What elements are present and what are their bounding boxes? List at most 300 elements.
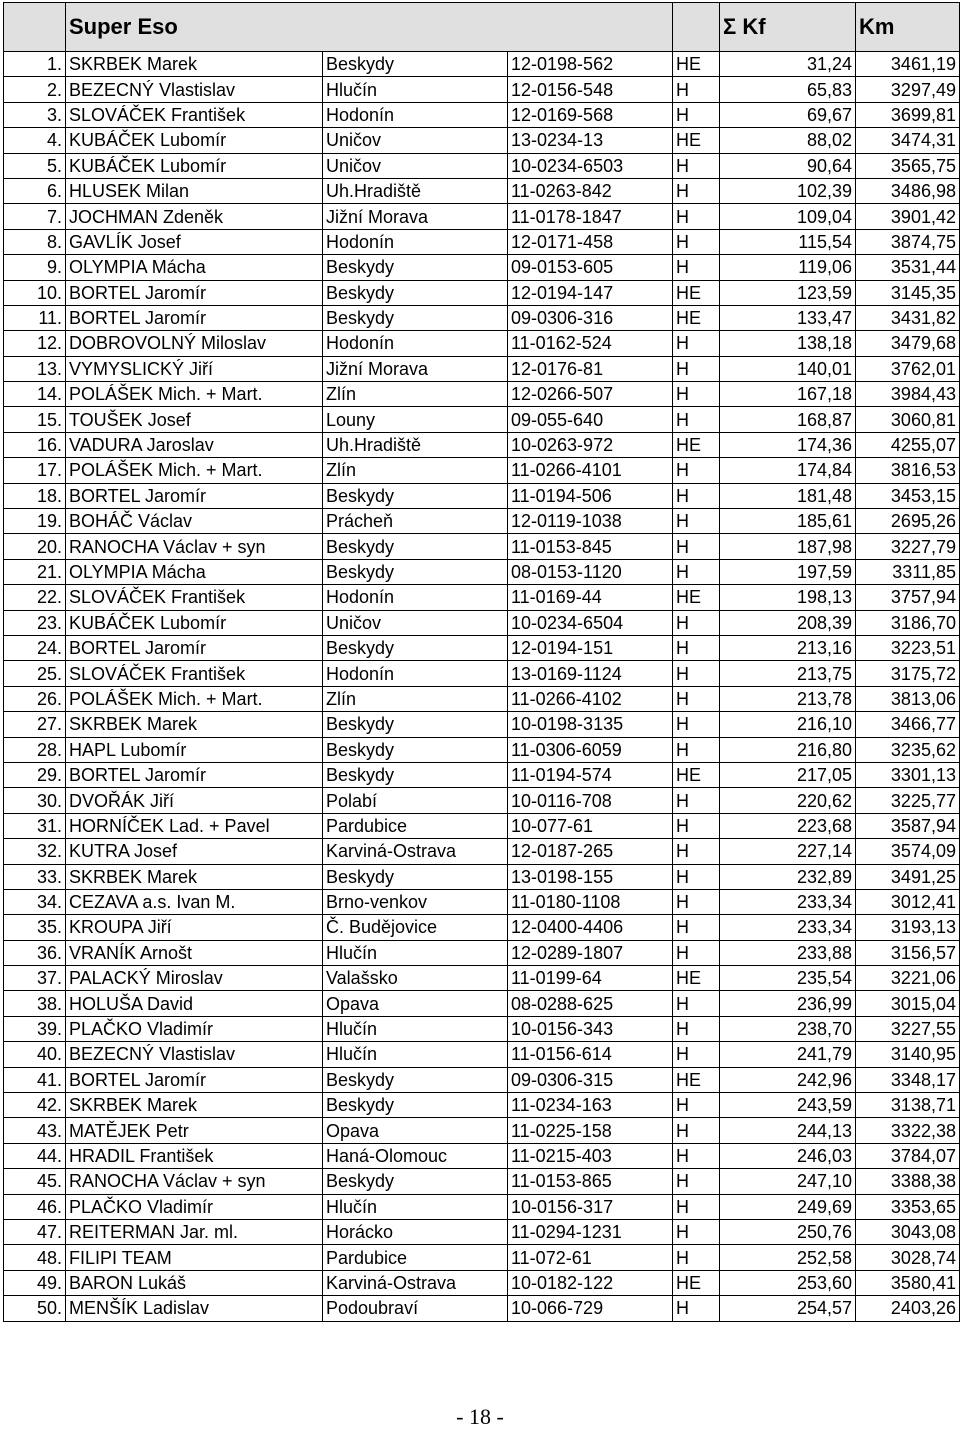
table-row [4, 864, 960, 889]
region-cell: Haná-Olomouc [323, 1143, 508, 1168]
kf-cell: 223,68 [720, 813, 856, 838]
table-row [4, 102, 960, 127]
table-row [4, 1296, 960, 1321]
km-cell: 3431,82 [856, 305, 960, 330]
name-cell: PALACKÝ Miroslav [66, 966, 323, 991]
table-row [4, 407, 960, 432]
category-cell: H [673, 661, 720, 686]
kf-cell: 88,02 [720, 128, 856, 153]
category-cell: H [673, 635, 720, 660]
km-cell: 3227,79 [856, 534, 960, 559]
name-cell: VADURA Jaroslav [66, 432, 323, 457]
table-row [4, 255, 960, 280]
ring-number-cell: 09-0306-315 [508, 1067, 673, 1092]
rank-cell: 30. [4, 788, 66, 813]
name-cell: BEZECNÝ Vlastislav [66, 77, 323, 102]
kf-cell: 174,84 [720, 458, 856, 483]
ring-number-cell: 11-0169-44 [508, 585, 673, 610]
category-cell: H [673, 1016, 720, 1041]
region-cell: Valašsko [323, 966, 508, 991]
km-cell: 3223,51 [856, 635, 960, 660]
category-cell: H [673, 1194, 720, 1219]
region-cell: Hodonín [323, 229, 508, 254]
category-cell: H [673, 483, 720, 508]
rank-cell: 20. [4, 534, 66, 559]
ring-number-cell: 11-0266-4101 [508, 458, 673, 483]
category-cell: H [673, 509, 720, 534]
region-cell: Pardubice [323, 813, 508, 838]
category-cell: H [673, 102, 720, 127]
rank-cell: 18. [4, 483, 66, 508]
kf-cell: 242,96 [720, 1067, 856, 1092]
ring-number-cell: 11-0162-524 [508, 331, 673, 356]
km-cell: 3138,71 [856, 1093, 960, 1118]
ring-number-cell: 09-0153-605 [508, 255, 673, 280]
region-cell: Beskydy [323, 52, 508, 77]
kf-cell: 241,79 [720, 1042, 856, 1067]
rank-cell: 29. [4, 762, 66, 787]
kf-cell: 250,76 [720, 1219, 856, 1244]
name-cell: OLYMPIA Mácha [66, 255, 323, 280]
table-row [4, 889, 960, 914]
name-cell: RANOCHA Václav + syn [66, 1169, 323, 1194]
km-cell: 3461,19 [856, 52, 960, 77]
table-row [4, 534, 960, 559]
table-row [4, 813, 960, 838]
name-cell: JOCHMAN Zdeněk [66, 204, 323, 229]
name-cell: MATĚJEK Petr [66, 1118, 323, 1143]
category-cell: H [673, 813, 720, 838]
category-cell: H [673, 458, 720, 483]
km-cell: 3140,95 [856, 1042, 960, 1067]
name-cell: POLÁŠEK Mich. + Mart. [66, 458, 323, 483]
km-cell: 3699,81 [856, 102, 960, 127]
category-cell: HE [673, 585, 720, 610]
rank-cell: 22. [4, 585, 66, 610]
table-row [4, 128, 960, 153]
km-cell: 3453,15 [856, 483, 960, 508]
km-cell: 3311,85 [856, 559, 960, 584]
rank-cell: 26. [4, 686, 66, 711]
table-row [4, 1093, 960, 1118]
name-cell: BORTEL Jaromír [66, 305, 323, 330]
region-cell: Beskydy [323, 280, 508, 305]
kf-cell: 235,54 [720, 966, 856, 991]
km-cell: 3156,57 [856, 940, 960, 965]
category-cell: H [673, 1118, 720, 1143]
table-row [4, 229, 960, 254]
ring-number-cell: 10-0234-6504 [508, 610, 673, 635]
rank-cell: 33. [4, 864, 66, 889]
rank-cell: 47. [4, 1219, 66, 1244]
table-row [4, 661, 960, 686]
table-row [4, 305, 960, 330]
km-cell: 3186,70 [856, 610, 960, 635]
rank-cell: 12. [4, 331, 66, 356]
category-cell: H [673, 915, 720, 940]
ring-number-cell: 12-0194-151 [508, 635, 673, 660]
region-cell: Hodonín [323, 661, 508, 686]
ring-number-cell: 10-077-61 [508, 813, 673, 838]
table-row [4, 1042, 960, 1067]
category-cell: H [673, 1093, 720, 1118]
rank-cell: 43. [4, 1118, 66, 1143]
name-cell: VRANÍK Arnošt [66, 940, 323, 965]
km-cell: 3474,31 [856, 128, 960, 153]
kf-cell: 123,59 [720, 280, 856, 305]
ring-number-cell: 08-0153-1120 [508, 559, 673, 584]
name-cell: KUBÁČEK Lubomír [66, 153, 323, 178]
category-cell: H [673, 1245, 720, 1270]
name-cell: HOLUŠA David [66, 991, 323, 1016]
region-cell: Uničov [323, 153, 508, 178]
km-cell: 3565,75 [856, 153, 960, 178]
kf-cell: 174,36 [720, 432, 856, 457]
table-row [4, 1245, 960, 1270]
rank-cell: 48. [4, 1245, 66, 1270]
kf-cell: 187,98 [720, 534, 856, 559]
rank-cell: 4. [4, 128, 66, 153]
category-cell: H [673, 940, 720, 965]
name-cell: OLYMPIA Mácha [66, 559, 323, 584]
km-cell: 3322,38 [856, 1118, 960, 1143]
category-cell: HE [673, 966, 720, 991]
region-cell: Prácheň [323, 509, 508, 534]
rank-cell: 50. [4, 1296, 66, 1321]
region-cell: Beskydy [323, 737, 508, 762]
ring-number-cell: 12-0119-1038 [508, 509, 673, 534]
region-cell: Beskydy [323, 1169, 508, 1194]
rank-cell: 13. [4, 356, 66, 381]
category-cell: H [673, 407, 720, 432]
name-cell: POLÁŠEK Mich. + Mart. [66, 382, 323, 407]
kf-cell: 249,69 [720, 1194, 856, 1219]
name-cell: KROUPA Jiří [66, 915, 323, 940]
table-row [4, 991, 960, 1016]
rank-cell: 42. [4, 1093, 66, 1118]
rank-cell: 1. [4, 52, 66, 77]
rank-cell: 25. [4, 661, 66, 686]
region-cell: Uh.Hradiště [323, 432, 508, 457]
category-cell: H [673, 610, 720, 635]
category-cell: H [673, 1042, 720, 1067]
name-cell: KUBÁČEK Lubomír [66, 610, 323, 635]
rank-cell: 23. [4, 610, 66, 635]
name-cell: TOUŠEK Josef [66, 407, 323, 432]
region-cell: Beskydy [323, 864, 508, 889]
kf-cell: 167,18 [720, 382, 856, 407]
km-cell: 3784,07 [856, 1143, 960, 1168]
kf-cell: 208,39 [720, 610, 856, 635]
region-cell: Hlučín [323, 1042, 508, 1067]
category-cell: H [673, 382, 720, 407]
rank-cell: 11. [4, 305, 66, 330]
region-cell: Karviná-Ostrava [323, 1270, 508, 1295]
km-cell: 3486,98 [856, 178, 960, 203]
category-cell: HE [673, 1067, 720, 1092]
category-cell: H [673, 255, 720, 280]
table-header-row [4, 3, 960, 52]
km-cell: 3901,42 [856, 204, 960, 229]
ring-number-cell: 10-0156-317 [508, 1194, 673, 1219]
kf-cell: 246,03 [720, 1143, 856, 1168]
category-cell: H [673, 788, 720, 813]
table-row [4, 737, 960, 762]
region-cell: Beskydy [323, 635, 508, 660]
table-row [4, 204, 960, 229]
ring-number-cell: 12-0198-562 [508, 52, 673, 77]
km-cell: 3587,94 [856, 813, 960, 838]
region-cell: Hodonín [323, 102, 508, 127]
km-cell: 3580,41 [856, 1270, 960, 1295]
rank-cell: 2. [4, 77, 66, 102]
region-cell: Uh.Hradiště [323, 178, 508, 203]
rank-cell: 46. [4, 1194, 66, 1219]
km-cell: 3227,55 [856, 1016, 960, 1041]
name-cell: BORTEL Jaromír [66, 1067, 323, 1092]
rank-cell: 45. [4, 1169, 66, 1194]
region-cell: Pardubice [323, 1245, 508, 1270]
ring-number-cell: 13-0234-13 [508, 128, 673, 153]
table-row [4, 1219, 960, 1244]
km-cell: 2695,26 [856, 509, 960, 534]
rank-cell: 38. [4, 991, 66, 1016]
kf-cell: 238,70 [720, 1016, 856, 1041]
kf-cell: 213,16 [720, 635, 856, 660]
rank-cell: 41. [4, 1067, 66, 1092]
kf-cell: 247,10 [720, 1169, 856, 1194]
kf-cell: 69,67 [720, 102, 856, 127]
name-cell: GAVLÍK Josef [66, 229, 323, 254]
kf-cell: 197,59 [720, 559, 856, 584]
name-cell: DOBROVOLNÝ Miloslav [66, 331, 323, 356]
region-cell: Jižní Morava [323, 356, 508, 381]
category-cell: HE [673, 52, 720, 77]
km-cell: 3301,13 [856, 762, 960, 787]
kf-cell: 168,87 [720, 407, 856, 432]
region-cell: Beskydy [323, 1093, 508, 1118]
category-cell: H [673, 559, 720, 584]
category-cell: H [673, 1219, 720, 1244]
region-cell: Polabí [323, 788, 508, 813]
region-cell: Zlín [323, 382, 508, 407]
name-cell: PLAČKO Vladimír [66, 1194, 323, 1219]
ring-number-cell: 08-0288-625 [508, 991, 673, 1016]
table-row [4, 1194, 960, 1219]
ring-number-cell: 12-0169-568 [508, 102, 673, 127]
kf-cell: 133,47 [720, 305, 856, 330]
name-cell: DVOŘÁK Jiří [66, 788, 323, 813]
rank-cell: 3. [4, 102, 66, 127]
region-cell: Hlučín [323, 77, 508, 102]
ring-number-cell: 11-0263-842 [508, 178, 673, 203]
region-cell: Karviná-Ostrava [323, 839, 508, 864]
table-row [4, 940, 960, 965]
table-row [4, 509, 960, 534]
ring-number-cell: 12-0266-507 [508, 382, 673, 407]
region-cell: Hodonín [323, 585, 508, 610]
ring-number-cell: 11-0153-865 [508, 1169, 673, 1194]
ring-number-cell: 10-0234-6503 [508, 153, 673, 178]
table-row [4, 788, 960, 813]
table-row [4, 559, 960, 584]
category-cell: HE [673, 305, 720, 330]
ring-number-cell: 11-0156-614 [508, 1042, 673, 1067]
table-row [4, 153, 960, 178]
ring-number-cell: 10-0116-708 [508, 788, 673, 813]
region-cell: Beskydy [323, 534, 508, 559]
category-cell: HE [673, 128, 720, 153]
region-cell: Zlín [323, 458, 508, 483]
ring-number-cell: 11-0225-158 [508, 1118, 673, 1143]
kf-cell: 233,34 [720, 889, 856, 914]
km-cell: 3235,62 [856, 737, 960, 762]
kf-cell: 243,59 [720, 1093, 856, 1118]
ring-number-cell: 13-0198-155 [508, 864, 673, 889]
category-cell: HE [673, 762, 720, 787]
rank-cell: 35. [4, 915, 66, 940]
ring-number-cell: 11-072-61 [508, 1245, 673, 1270]
header-kf: Σ Kf [720, 3, 856, 52]
ring-number-cell: 11-0178-1847 [508, 204, 673, 229]
rank-cell: 6. [4, 178, 66, 203]
km-cell: 3348,17 [856, 1067, 960, 1092]
ring-number-cell: 10-0182-122 [508, 1270, 673, 1295]
region-cell: Louny [323, 407, 508, 432]
table-row [4, 686, 960, 711]
region-cell: Brno-venkov [323, 889, 508, 914]
ring-number-cell: 11-0294-1231 [508, 1219, 673, 1244]
name-cell: FILIPI TEAM [66, 1245, 323, 1270]
table-row [4, 483, 960, 508]
category-cell: H [673, 864, 720, 889]
region-cell: Uničov [323, 128, 508, 153]
km-cell: 3060,81 [856, 407, 960, 432]
category-cell: H [673, 686, 720, 711]
ring-number-cell: 09-055-640 [508, 407, 673, 432]
km-cell: 3466,77 [856, 712, 960, 737]
rank-cell: 32. [4, 839, 66, 864]
table-row [4, 280, 960, 305]
region-cell: Beskydy [323, 305, 508, 330]
region-cell: Hlučín [323, 1194, 508, 1219]
region-cell: Hlučín [323, 940, 508, 965]
ring-number-cell: 11-0153-845 [508, 534, 673, 559]
category-cell: H [673, 356, 720, 381]
table-row [4, 585, 960, 610]
category-cell: H [673, 1296, 720, 1321]
rank-cell: 24. [4, 635, 66, 660]
ring-number-cell: 11-0215-403 [508, 1143, 673, 1168]
table-row [4, 966, 960, 991]
name-cell: SKRBEK Marek [66, 52, 323, 77]
name-cell: HAPL Lubomír [66, 737, 323, 762]
ring-number-cell: 12-0176-81 [508, 356, 673, 381]
rank-cell: 37. [4, 966, 66, 991]
ring-number-cell: 11-0194-506 [508, 483, 673, 508]
category-cell: HE [673, 280, 720, 305]
name-cell: BORTEL Jaromír [66, 762, 323, 787]
header-km: Km [856, 3, 960, 52]
table-row [4, 1118, 960, 1143]
table-row [4, 382, 960, 407]
region-cell: Opava [323, 1118, 508, 1143]
ring-number-cell: 12-0171-458 [508, 229, 673, 254]
ring-number-cell: 11-0199-64 [508, 966, 673, 991]
ring-number-cell: 12-0187-265 [508, 839, 673, 864]
rank-cell: 28. [4, 737, 66, 762]
region-cell: Jižní Morava [323, 204, 508, 229]
name-cell: BOHÁČ Václav [66, 509, 323, 534]
name-cell: BORTEL Jaromír [66, 635, 323, 660]
kf-cell: 244,13 [720, 1118, 856, 1143]
kf-cell: 119,06 [720, 255, 856, 280]
ring-number-cell: 11-0266-4102 [508, 686, 673, 711]
km-cell: 3028,74 [856, 1245, 960, 1270]
rank-cell: 19. [4, 509, 66, 534]
km-cell: 3874,75 [856, 229, 960, 254]
table-row [4, 1169, 960, 1194]
kf-cell: 198,13 [720, 585, 856, 610]
kf-cell: 109,04 [720, 204, 856, 229]
table-row [4, 839, 960, 864]
table-row [4, 178, 960, 203]
ring-number-cell: 12-0156-548 [508, 77, 673, 102]
rank-cell: 16. [4, 432, 66, 457]
kf-cell: 232,89 [720, 864, 856, 889]
name-cell: SLOVÁČEK František [66, 102, 323, 127]
km-cell: 3816,53 [856, 458, 960, 483]
km-cell: 3221,06 [856, 966, 960, 991]
table-row [4, 915, 960, 940]
category-cell: H [673, 1143, 720, 1168]
kf-cell: 138,18 [720, 331, 856, 356]
table-row [4, 610, 960, 635]
name-cell: POLÁŠEK Mich. + Mart. [66, 686, 323, 711]
kf-cell: 253,60 [720, 1270, 856, 1295]
region-cell: Podoubraví [323, 1296, 508, 1321]
ring-number-cell: 12-0194-147 [508, 280, 673, 305]
table-row [4, 1067, 960, 1092]
table-row [4, 1270, 960, 1295]
category-cell: H [673, 77, 720, 102]
rank-cell: 10. [4, 280, 66, 305]
km-cell: 3175,72 [856, 661, 960, 686]
rank-cell: 44. [4, 1143, 66, 1168]
kf-cell: 115,54 [720, 229, 856, 254]
category-cell: H [673, 889, 720, 914]
table-title: Super Eso [66, 3, 673, 52]
ring-number-cell: 10-0198-3135 [508, 712, 673, 737]
km-cell: 3043,08 [856, 1219, 960, 1244]
name-cell: HRADIL František [66, 1143, 323, 1168]
km-cell: 3984,43 [856, 382, 960, 407]
table-row [4, 331, 960, 356]
region-cell: Opava [323, 991, 508, 1016]
header-rank-cell [4, 3, 66, 52]
km-cell: 3531,44 [856, 255, 960, 280]
name-cell: BEZECNÝ Vlastislav [66, 1042, 323, 1067]
rank-cell: 21. [4, 559, 66, 584]
table-row [4, 52, 960, 77]
kf-cell: 233,34 [720, 915, 856, 940]
category-cell: H [673, 331, 720, 356]
name-cell: REITERMAN Jar. ml. [66, 1219, 323, 1244]
km-cell: 2403,26 [856, 1296, 960, 1321]
kf-cell: 31,24 [720, 52, 856, 77]
rank-cell: 40. [4, 1042, 66, 1067]
category-cell: H [673, 229, 720, 254]
